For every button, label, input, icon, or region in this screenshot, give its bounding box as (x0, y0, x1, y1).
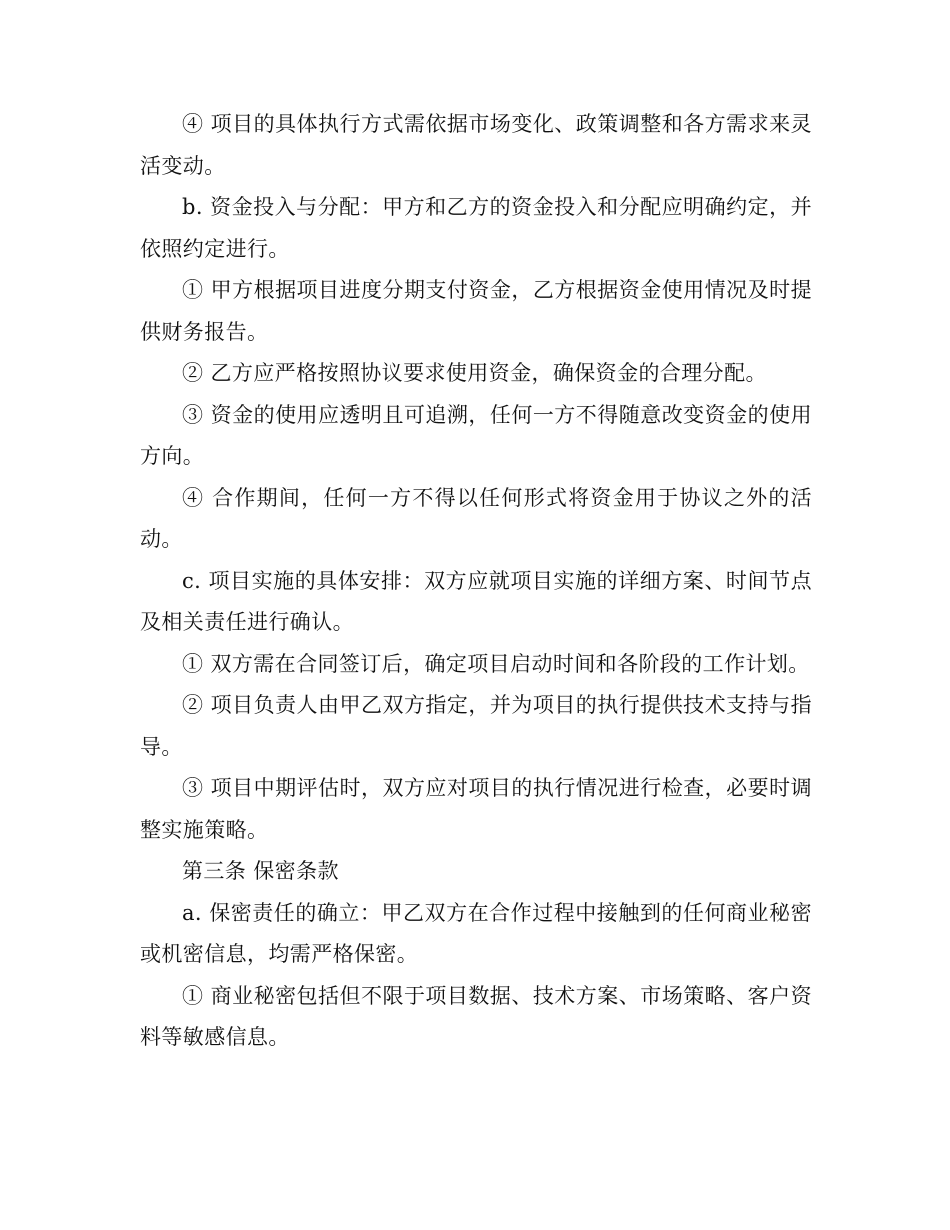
paragraph-8: ① 双方需在合同签订后，确定项目启动时间和各阶段的工作计划。 (182, 651, 810, 676)
paragraph-3: ① 甲方根据项目进度分期支付资金，乙方根据资金使用情况及时提供财务报告。 (140, 278, 812, 344)
paragraph-6: ④ 合作期间，任何一方不得以任何形式将资金用于协议之外的活动。 (140, 485, 812, 551)
paragraph-13: ① 商业秘密包括但不限于项目数据、技术方案、市场策略、客户资料等敏感信息。 (140, 983, 812, 1049)
paragraph-7: c. 项目实施的具体安排：双方应就项目实施的详细方案、时间节点及相关责任进行确认。 (140, 568, 812, 634)
paragraph-12: a. 保密责任的确立：甲乙双方在合作过程中接触到的任何商业秘密或机密信息，均需严格保密。 (140, 900, 812, 966)
paragraph-5: ③ 资金的使用应透明且可追溯，任何一方不得随意改变资金的使用方向。 (140, 402, 812, 468)
section-heading: 第三条 保密条款 (182, 859, 339, 883)
paragraph-9: ② 项目负责人由甲乙双方指定，并为项目的执行提供技术支持与指导。 (140, 693, 812, 759)
document-body (140, 104, 812, 1059)
paragraph-10: ③ 项目中期评估时，双方应对项目的执行情况进行检查，必要时调整实施策略。 (140, 776, 812, 842)
paragraph-1: ④ 项目的具体执行方式需依据市场变化、政策调整和各方需求来灵活变动。 (140, 112, 812, 178)
paragraph-4: ② 乙方应严格按照协议要求使用资金，确保资金的合理分配。 (182, 361, 767, 385)
paragraph-2: b. 资金投入与分配：甲方和乙方的资金投入和分配应明确约定，并依照约定进行。 (140, 195, 812, 261)
